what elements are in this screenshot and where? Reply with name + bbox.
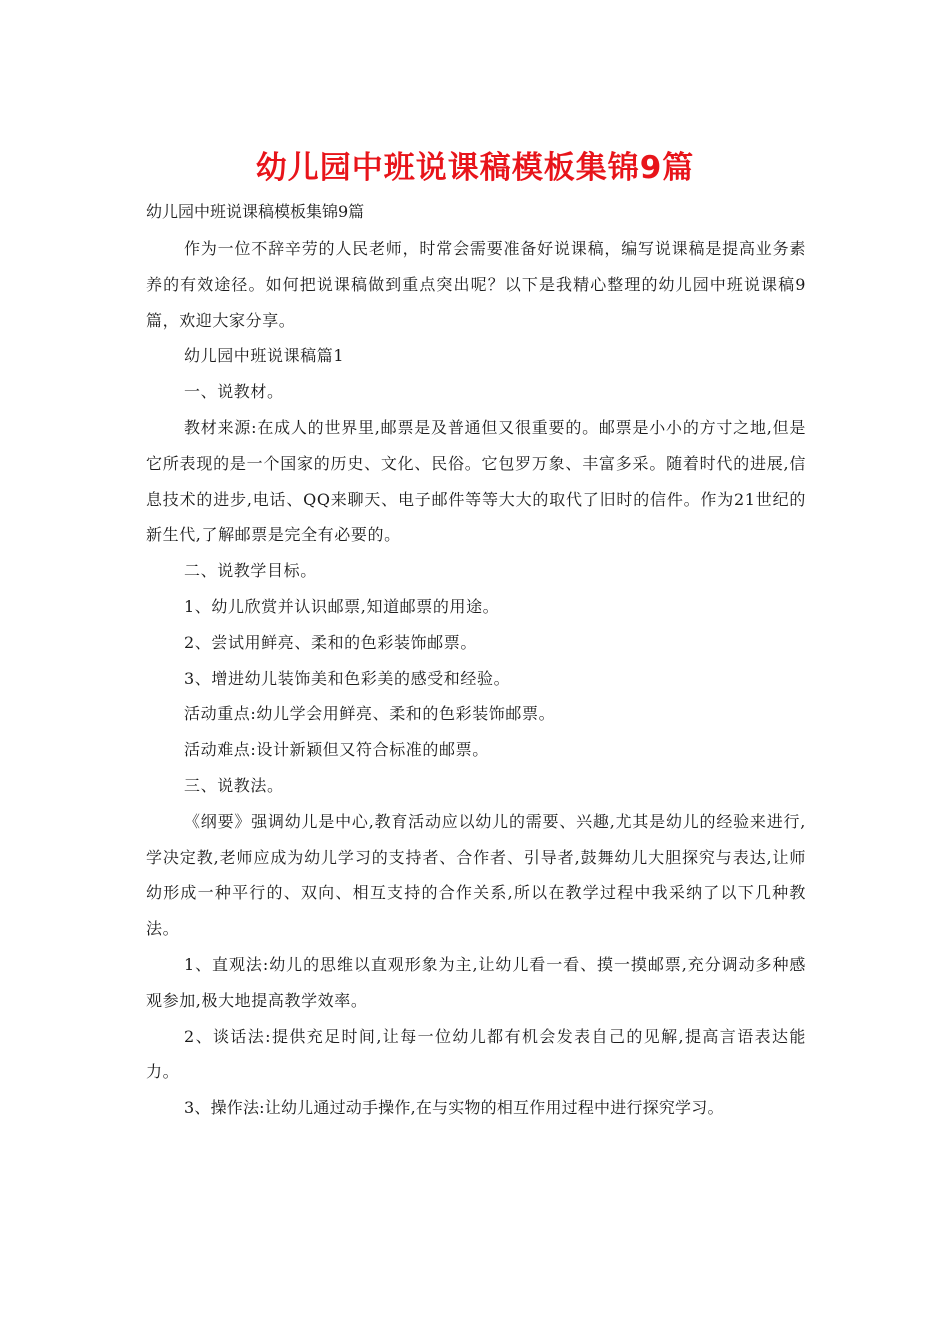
- activity-difficulty: 活动难点:设计新颖但又符合标准的邮票。: [184, 740, 489, 760]
- goal-item-3: 3、增进幼儿装饰美和色彩美的感受和经验。: [184, 668, 511, 688]
- goal-item-2: 2、尝试用鲜亮、柔和的色彩装饰邮票。: [184, 632, 477, 652]
- document-body: [146, 231, 806, 1126]
- intro-paragraph: 作为一位不辞辛劳的人民老师，时常会需要准备好说课稿，编写说课稿是提高业务素养的有效途径。如何把说课稿做到重点突出呢？以下是我精心整理的幼儿园中班说课稿9篇，欢迎大家分享。: [146, 239, 806, 330]
- heading-teaching-methods: 三、说教法。: [184, 775, 284, 795]
- heading-teaching-material: 一、说教材。: [184, 382, 284, 402]
- paragraph-guidelines: 《纲要》强调幼儿是中心,教育活动应以幼儿的需要、兴趣,尤其是幼儿的经验来进行,学决定教,老师应成为幼儿学习的支持者、合作者、引导者,鼓舞幼儿大胆探究与表达,让师幼形成一种平行的、双向、相互支持的合作关系,所以在教学过程中我采纳了以下几种教法。: [146, 811, 806, 939]
- method-item-3: 3、操作法:让幼儿通过动手操作,在与实物的相互作用过程中进行探究学习。: [184, 1098, 724, 1118]
- heading-teaching-goals: 二、说教学目标。: [184, 561, 317, 581]
- document-title: 幼儿园中班说课稿模板集锦9篇: [255, 150, 695, 186]
- paragraph-material-source: 教材来源:在成人的世界里,邮票是及普通但又很重要的。邮票是小小的方寸之地,但是它所表现的是一个国家的历史、文化、民俗。它包罗万象、丰富多采。随着时代的进展,信息技术的进步,电话、QQ来聊天、电子邮件等等大大的取代了旧时的信件。作为21世纪的新生代,了解邮票是完全有必要的。: [146, 417, 806, 545]
- method-item-2: 2、谈话法:提供充足时间,让每一位幼儿都有机会发表自己的见解,提高言语表达能力。: [146, 1026, 806, 1082]
- method-item-1: 1、直观法:幼儿的思维以直观形象为主,让幼儿看一看、摸一摸邮票,充分调动多种感观参加,极大地提高教学效率。: [146, 954, 806, 1010]
- document-subtitle: 幼儿园中班说课稿模板集锦9篇: [146, 202, 365, 221]
- goal-item-1: 1、幼儿欣赏并认识邮票,知道邮票的用途。: [184, 596, 500, 616]
- section-heading-lesson-1: 幼儿园中班说课稿篇1: [184, 346, 345, 366]
- activity-key-point: 活动重点:幼儿学会用鲜亮、柔和的色彩装饰邮票。: [184, 704, 556, 724]
